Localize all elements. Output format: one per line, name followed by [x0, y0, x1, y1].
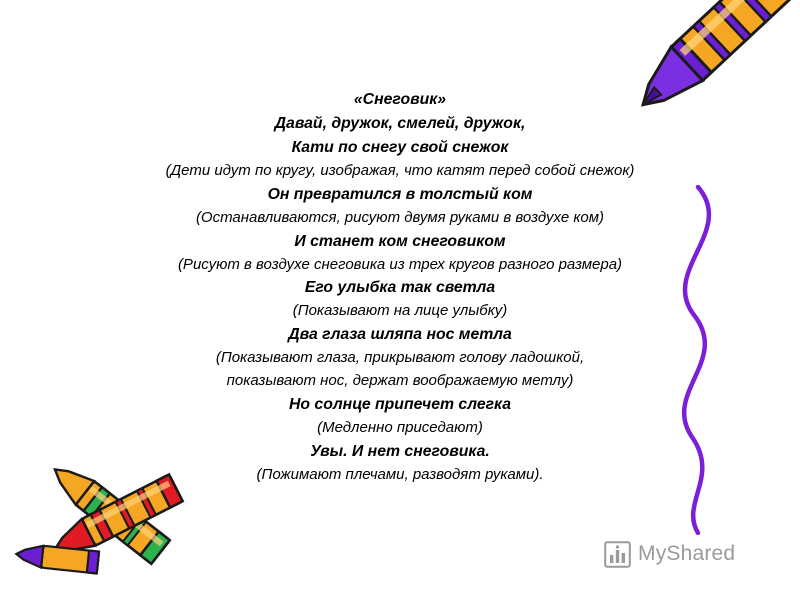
poem-line: (Пожимают плечами, разводят руками). [256, 465, 544, 483]
poem-line: Он превратился в толстый ком [267, 185, 533, 203]
poem-line: Но солнце припечет слегка [288, 395, 512, 413]
purple-squiggle-line-icon [640, 185, 760, 535]
poem-line: Давай, дружок, смелей, дружок, [274, 115, 526, 132]
poem-line: «Снеговик» [353, 91, 447, 108]
purple-orange-crayon-icon [612, 0, 800, 202]
poem-line: (Показывают на лице улыбку) [292, 302, 508, 320]
poem-line: показывают нос, держат воображаемую метлу) [226, 371, 574, 389]
poem-line: (Останавливаются, рисуют двумя руками в воздухе ком) [195, 208, 605, 226]
watermark-label: MyShared [638, 542, 736, 565]
poem-line: (Показывают глаза, прикрывают голову ладошкой, [215, 349, 585, 367]
poem-line: Его улыбка так светла [304, 279, 496, 297]
poem-line: (Дети идут по кругу, изображая, что катят перед собой снежок) [165, 162, 635, 179]
poem-line: (Рисуют в воздухе снеговика из трех кругов разного размера) [177, 255, 623, 273]
poem-line: И станет ком снеговиком [294, 232, 506, 250]
poem-line: Два глаза шляпа нос метла [288, 326, 512, 344]
poem-line: (Медленно приседают) [317, 418, 483, 436]
crossed-crayons-icon [6, 448, 196, 600]
myshared-watermark [604, 533, 784, 575]
chart-bar-icon [604, 541, 631, 568]
poem-text-block [110, 88, 690, 486]
poem-line: Увы. И нет снеговика. [310, 442, 490, 460]
poem-line: Кати по снегу свой снежок [291, 139, 509, 156]
